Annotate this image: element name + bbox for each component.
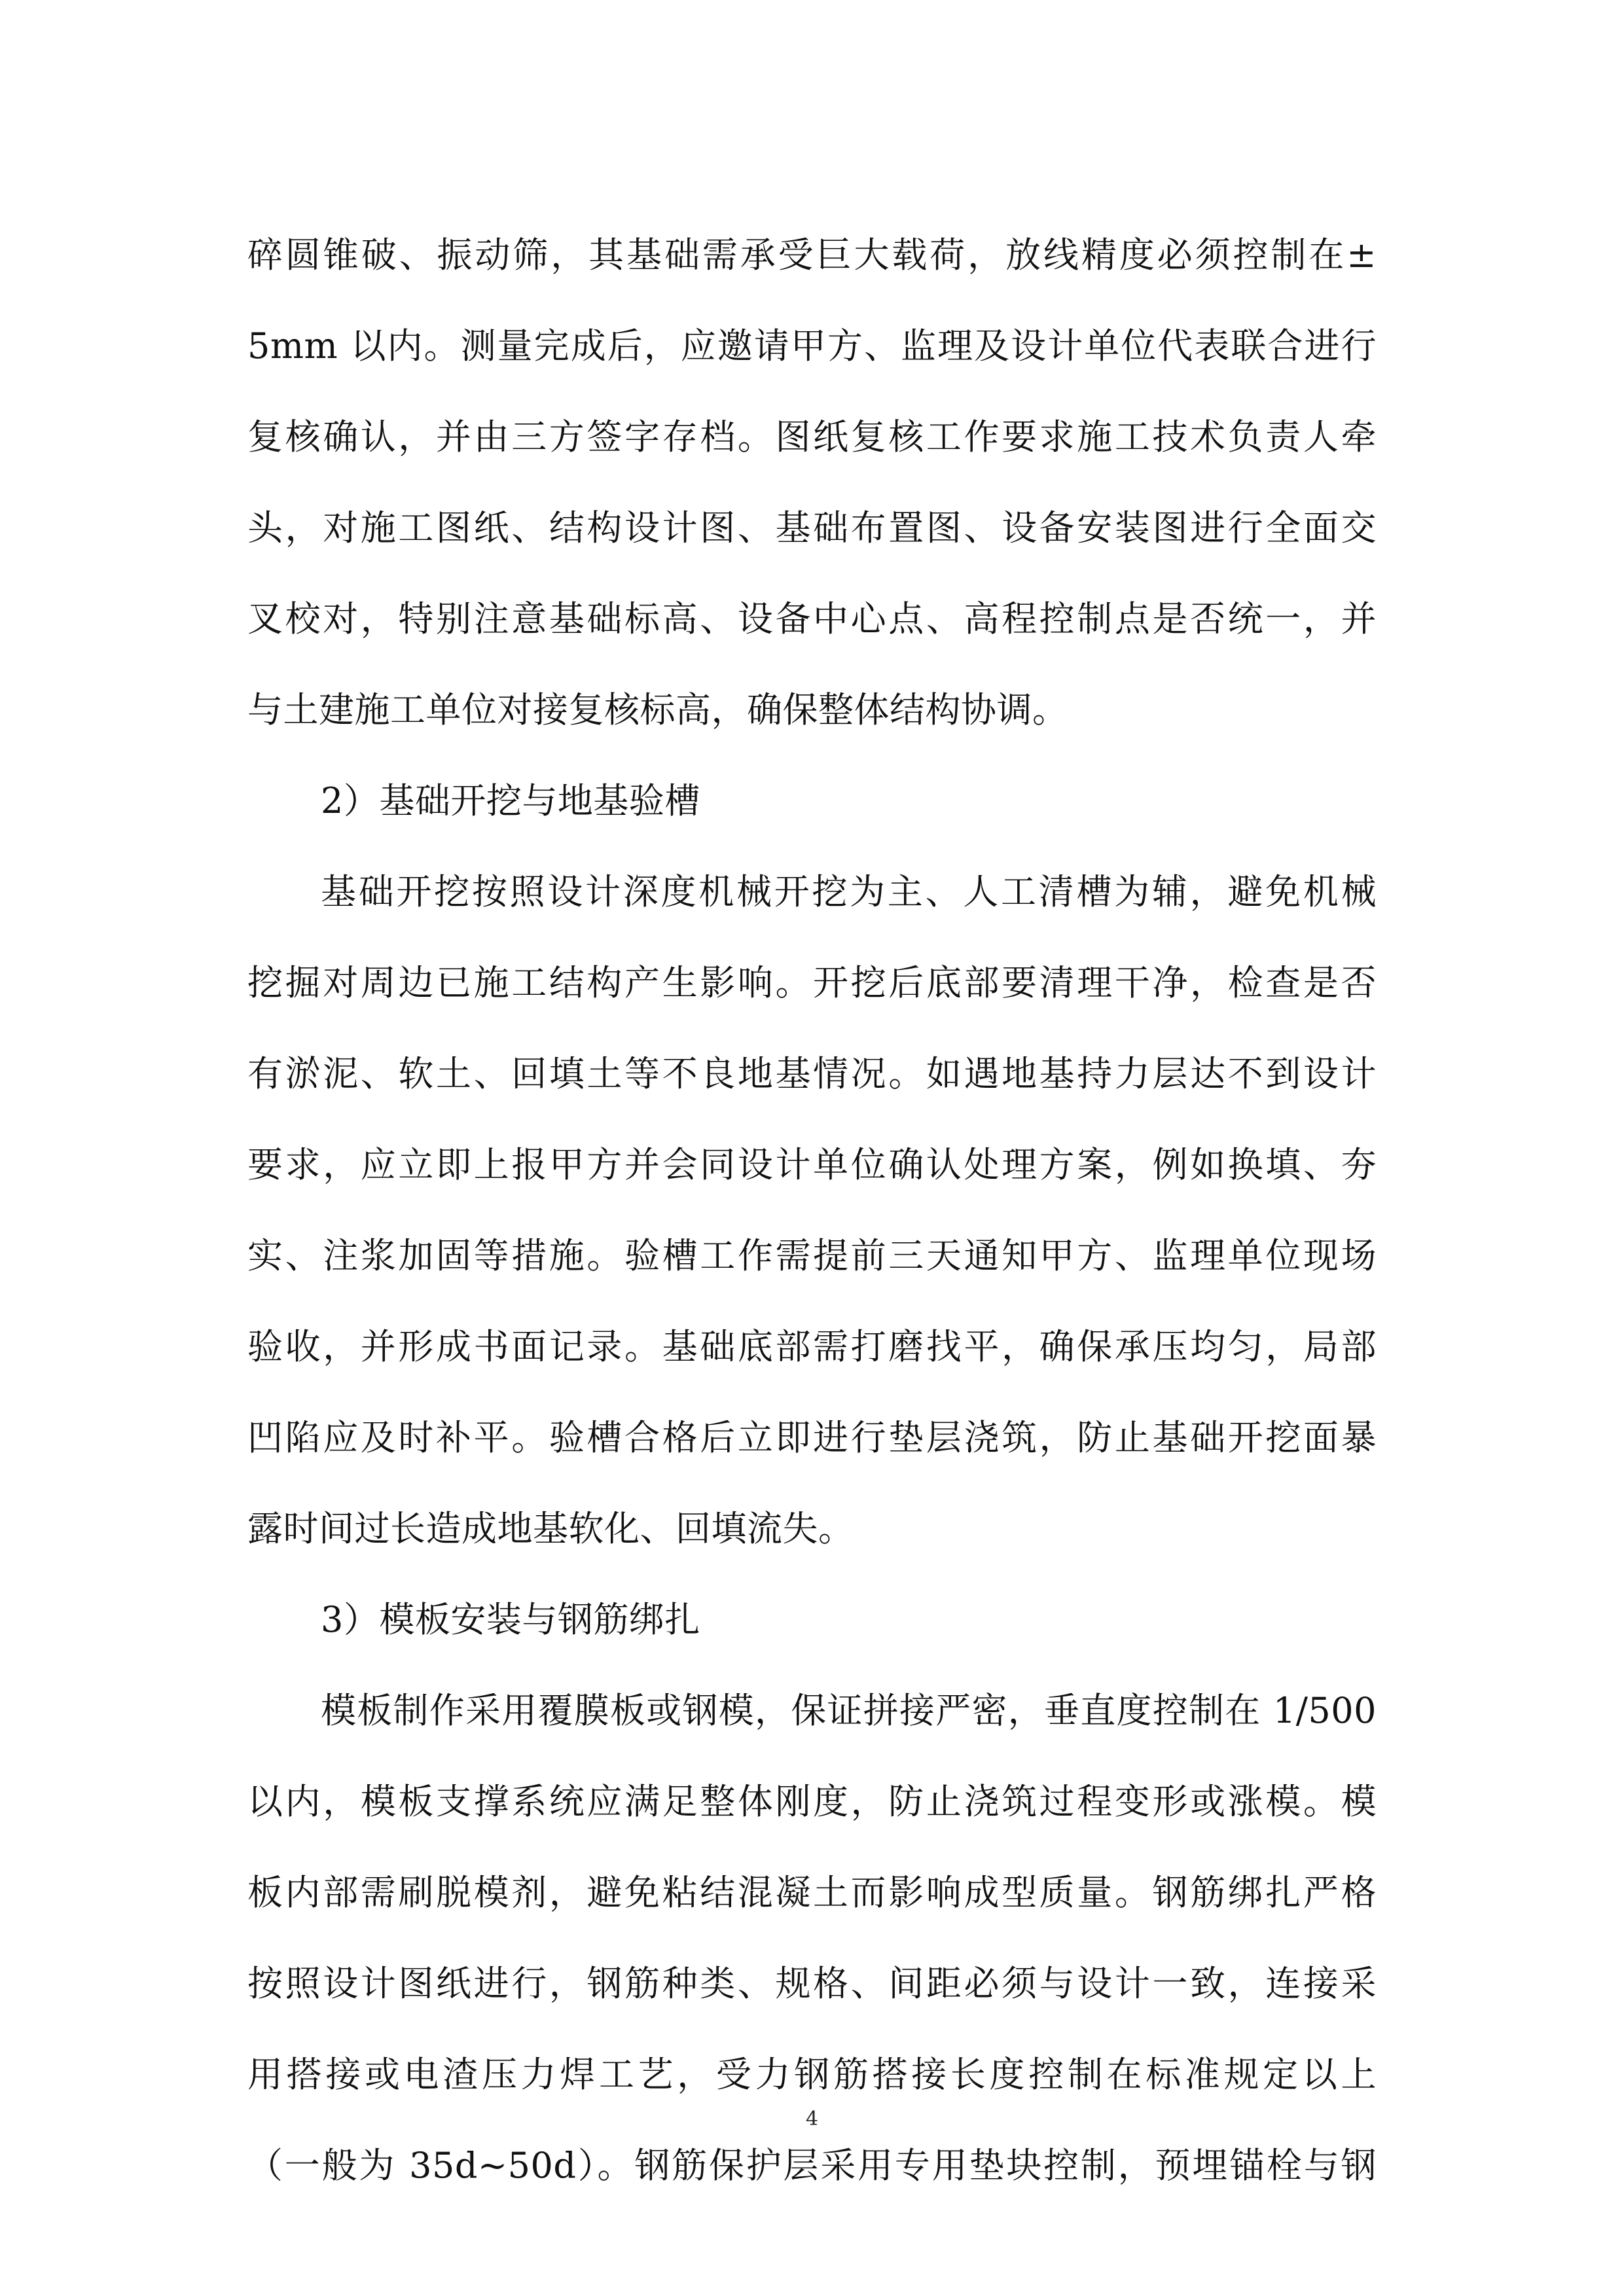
section-heading: 2）基础开挖与地基验槽 bbox=[321, 780, 700, 821]
paragraph-line: （一般为 35d~50d）。钢筋保护层采用专用垫块控制，预埋锚栓与钢 bbox=[247, 2145, 1377, 2186]
paragraph-line: 凹陷应及时补平。验槽合格后立即进行垫层浇筑，防止基础开挖面暴 bbox=[247, 1417, 1377, 1458]
paragraph-line: 要求，应立即上报甲方并会同设计单位确认处理方案，例如换填、夯 bbox=[247, 1144, 1377, 1185]
paragraph-line: 基础开挖按照设计深度机械开挖为主、人工清槽为辅，避免机械 bbox=[321, 871, 1377, 912]
paragraph-line: 以内，模板支撑系统应满足整体刚度，防止浇筑过程变形或涨模。模 bbox=[247, 1781, 1377, 1822]
section-heading: 3）模板安装与钢筋绑扎 bbox=[321, 1599, 700, 1640]
document-body bbox=[247, 209, 1377, 2211]
paragraph-line: 叉校对，特别注意基础标高、设备中心点、高程控制点是否统一，并 bbox=[247, 598, 1377, 639]
paragraph-line: 板内部需刷脱模剂，避免粘结混凝土而影响成型质量。钢筋绑扎严格 bbox=[247, 1872, 1377, 1913]
paragraph-line: 5mm 以内。测量完成后，应邀请甲方、监理及设计单位代表联合进行 bbox=[247, 325, 1377, 367]
paragraph-line: 有淤泥、软土、回填土等不良地基情况。如遇地基持力层达不到设计 bbox=[247, 1053, 1377, 1094]
paragraph-line: 按照设计图纸进行，钢筋种类、规格、间距必须与设计一致，连接采 bbox=[247, 1963, 1377, 2004]
paragraph-line: 实、注浆加固等措施。验槽工作需提前三天通知甲方、监理单位现场 bbox=[247, 1235, 1377, 1276]
paragraph-line: 模板制作采用覆膜板或钢模，保证拼接严密，垂直度控制在 1/500 bbox=[321, 1690, 1377, 1731]
paragraph-line: 露时间过长造成地基软化、回填流失。 bbox=[247, 1508, 854, 1549]
paragraph-line: 头，对施工图纸、结构设计图、基础布置图、设备安装图进行全面交 bbox=[247, 507, 1377, 548]
paragraph-line: 复核确认，并由三方签字存档。图纸复核工作要求施工技术负责人牵 bbox=[247, 416, 1377, 457]
paragraph-line: 与土建施工单位对接复核标高，确保整体结构协调。 bbox=[247, 689, 1068, 730]
paragraph-line: 验收，并形成书面记录。基础底部需打磨找平，确保承压均匀，局部 bbox=[247, 1326, 1377, 1367]
paragraph-line: 挖掘对周边已施工结构产生影响。开挖后底部要清理干净，检查是否 bbox=[247, 962, 1377, 1003]
paragraph-line: 用搭接或电渣压力焊工艺，受力钢筋搭接长度控制在标准规定以上 bbox=[247, 2054, 1377, 2095]
paragraph-line: 碎圆锥破、振动筛，其基础需承受巨大载荷，放线精度必须控制在± bbox=[247, 234, 1377, 276]
page-number: 4 bbox=[805, 2108, 819, 2130]
